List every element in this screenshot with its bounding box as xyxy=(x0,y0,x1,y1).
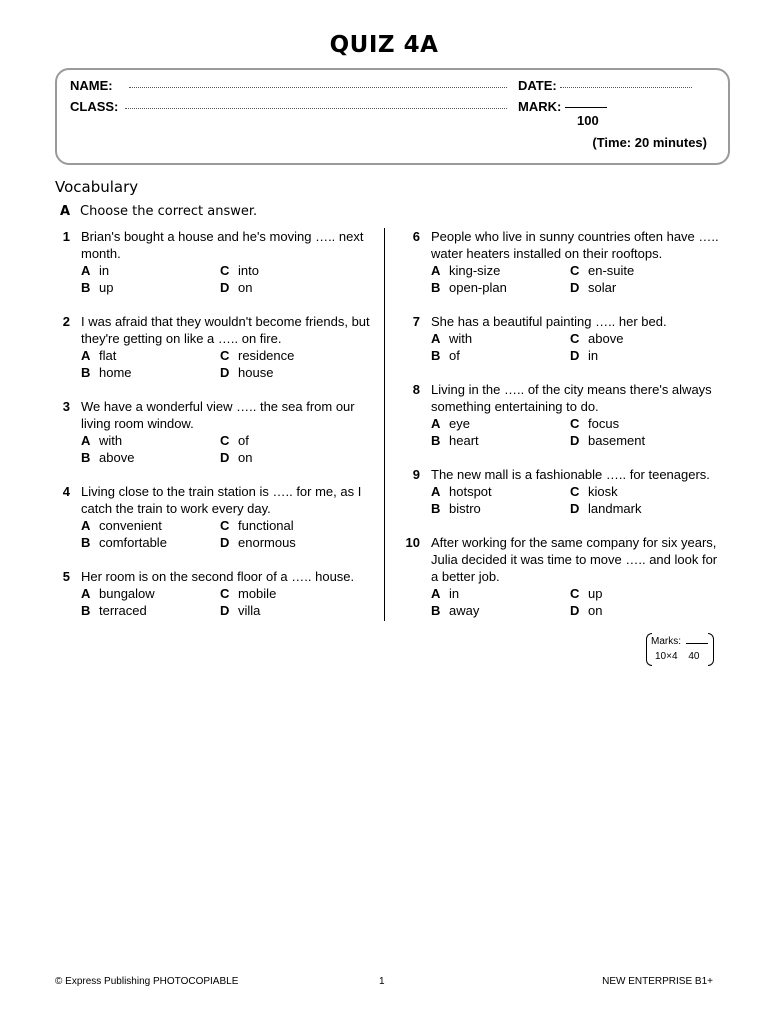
option-d[interactable]: D on xyxy=(570,603,603,618)
class-field[interactable] xyxy=(125,107,507,109)
option-c[interactable]: C focus xyxy=(570,416,620,431)
question-9 xyxy=(405,466,725,517)
option-c[interactable]: C above xyxy=(570,331,624,346)
option-b[interactable]: B up xyxy=(81,280,114,295)
option-a[interactable]: A in xyxy=(81,263,110,278)
question-number: 8 xyxy=(412,382,420,397)
question-text: She has a beautiful painting ….. her bed. xyxy=(431,314,667,329)
option-b[interactable]: B home xyxy=(81,365,132,380)
option-b[interactable]: B heart xyxy=(431,433,479,448)
question-6 xyxy=(405,228,725,296)
question-4 xyxy=(55,483,370,551)
question-number: 3 xyxy=(62,399,70,414)
question-number: 7 xyxy=(412,314,420,329)
option-d[interactable]: D in xyxy=(570,348,599,363)
question-2 xyxy=(55,313,370,381)
question-1 xyxy=(55,228,370,296)
questions-right-column xyxy=(405,228,725,636)
quiz-title: QUIZ 4A xyxy=(329,32,439,58)
option-a[interactable]: A flat xyxy=(81,348,117,363)
question-text: Living close to the train station is ….. for me, as I catch the train to work every day. xyxy=(81,484,362,516)
question-text: We have a wonderful view ….. the sea from our living room window. xyxy=(81,399,355,431)
mark-label: MARK: xyxy=(518,99,562,114)
footer-copyright: © Express Publishing PHOTOCOPIABLE xyxy=(55,976,239,987)
question-number: 2 xyxy=(62,314,70,329)
marks-box xyxy=(646,633,714,666)
question-text: Her room is on the second floor of a ….. house. xyxy=(81,569,355,584)
task-text: Choose the correct answer. xyxy=(80,204,258,219)
option-c[interactable]: C mobile xyxy=(220,586,277,601)
task-letter: A xyxy=(60,204,71,219)
question-5 xyxy=(55,568,370,619)
task-instruction xyxy=(60,204,257,219)
option-c[interactable]: C of xyxy=(220,433,249,448)
option-d[interactable]: D landmark xyxy=(570,501,642,516)
option-c[interactable]: C functional xyxy=(220,518,294,533)
option-a[interactable]: A king-size xyxy=(431,263,501,278)
mark-denominator: 100 xyxy=(577,113,599,128)
date-label: DATE: xyxy=(518,78,557,93)
option-d[interactable]: D house xyxy=(220,365,274,380)
question-number: 6 xyxy=(412,229,420,244)
option-b[interactable]: B terraced xyxy=(81,603,147,618)
name-field[interactable] xyxy=(129,86,507,88)
question-number: 1 xyxy=(62,229,70,244)
question-7 xyxy=(405,313,725,364)
question-text: Living in the ….. of the city means there's always something entertaining to do. xyxy=(431,382,712,414)
marks-score-field[interactable] xyxy=(686,643,708,644)
option-d[interactable]: D on xyxy=(220,450,253,465)
date-field[interactable] xyxy=(560,86,692,88)
question-text: After working for the same company for six years, Julia decided it was time to move ….. and look for a better job. xyxy=(431,535,718,584)
option-b[interactable]: B open-plan xyxy=(431,280,507,295)
option-a[interactable]: A in xyxy=(431,586,460,601)
marks-total: 40 xyxy=(688,651,700,662)
option-a[interactable]: A eye xyxy=(431,416,470,431)
question-text: I was afraid that they wouldn't become friends, but they're getting on like a ….. on fire. xyxy=(81,314,370,346)
questions-left-column xyxy=(55,228,370,636)
right-bracket xyxy=(708,633,714,666)
option-b[interactable]: B away xyxy=(431,603,480,618)
question-text: The new mall is a fashionable ….. for teenagers. xyxy=(431,467,710,482)
student-info-box xyxy=(55,68,730,165)
question-10 xyxy=(405,534,725,619)
option-b[interactable]: B above xyxy=(81,450,135,465)
option-b[interactable]: B comfortable xyxy=(81,535,167,550)
question-8 xyxy=(405,381,725,449)
footer-book-title: NEW ENTERPRISE B1+ xyxy=(602,976,713,987)
question-number: 5 xyxy=(62,569,70,584)
option-b[interactable]: B bistro xyxy=(431,501,481,516)
option-c[interactable]: C residence xyxy=(220,348,295,363)
option-a[interactable]: A convenient xyxy=(81,518,162,533)
footer-page-number: 1 xyxy=(379,976,385,987)
option-d[interactable]: D solar xyxy=(570,280,617,295)
option-c[interactable]: C up xyxy=(570,586,603,601)
option-d[interactable]: D on xyxy=(220,280,253,295)
option-b[interactable]: B of xyxy=(431,348,460,363)
option-a[interactable]: A with xyxy=(81,433,123,448)
marks-formula-line xyxy=(655,651,699,662)
option-d[interactable]: D basement xyxy=(570,433,646,448)
option-d[interactable]: D villa xyxy=(220,603,261,618)
class-label: CLASS: xyxy=(70,99,119,114)
question-text: Brian's bought a house and he's moving ….. next month. xyxy=(81,229,364,261)
marks-label-line xyxy=(651,636,708,647)
section-title: Vocabulary xyxy=(55,178,139,196)
question-number: 4 xyxy=(62,484,70,499)
column-divider xyxy=(384,228,385,621)
option-a[interactable]: A hotspot xyxy=(431,484,492,499)
marks-label: Marks: xyxy=(651,636,681,647)
marks-formula: 10×4 xyxy=(655,651,678,662)
question-number: 9 xyxy=(412,467,420,482)
question-number: 10 xyxy=(405,535,420,550)
question-3 xyxy=(55,398,370,466)
option-c[interactable]: C into xyxy=(220,263,259,278)
option-c[interactable]: C kiosk xyxy=(570,484,618,499)
time-limit: (Time: 20 minutes) xyxy=(592,135,707,150)
name-label: NAME: xyxy=(70,78,113,93)
question-text: People who live in sunny countries often have ….. water heaters installed on their rooftops. xyxy=(431,229,719,261)
option-c[interactable]: C en-suite xyxy=(570,263,635,278)
option-a[interactable]: A bungalow xyxy=(81,586,155,601)
mark-field[interactable] xyxy=(565,107,607,108)
option-a[interactable]: A with xyxy=(431,331,473,346)
option-d[interactable]: D enormous xyxy=(220,535,296,550)
